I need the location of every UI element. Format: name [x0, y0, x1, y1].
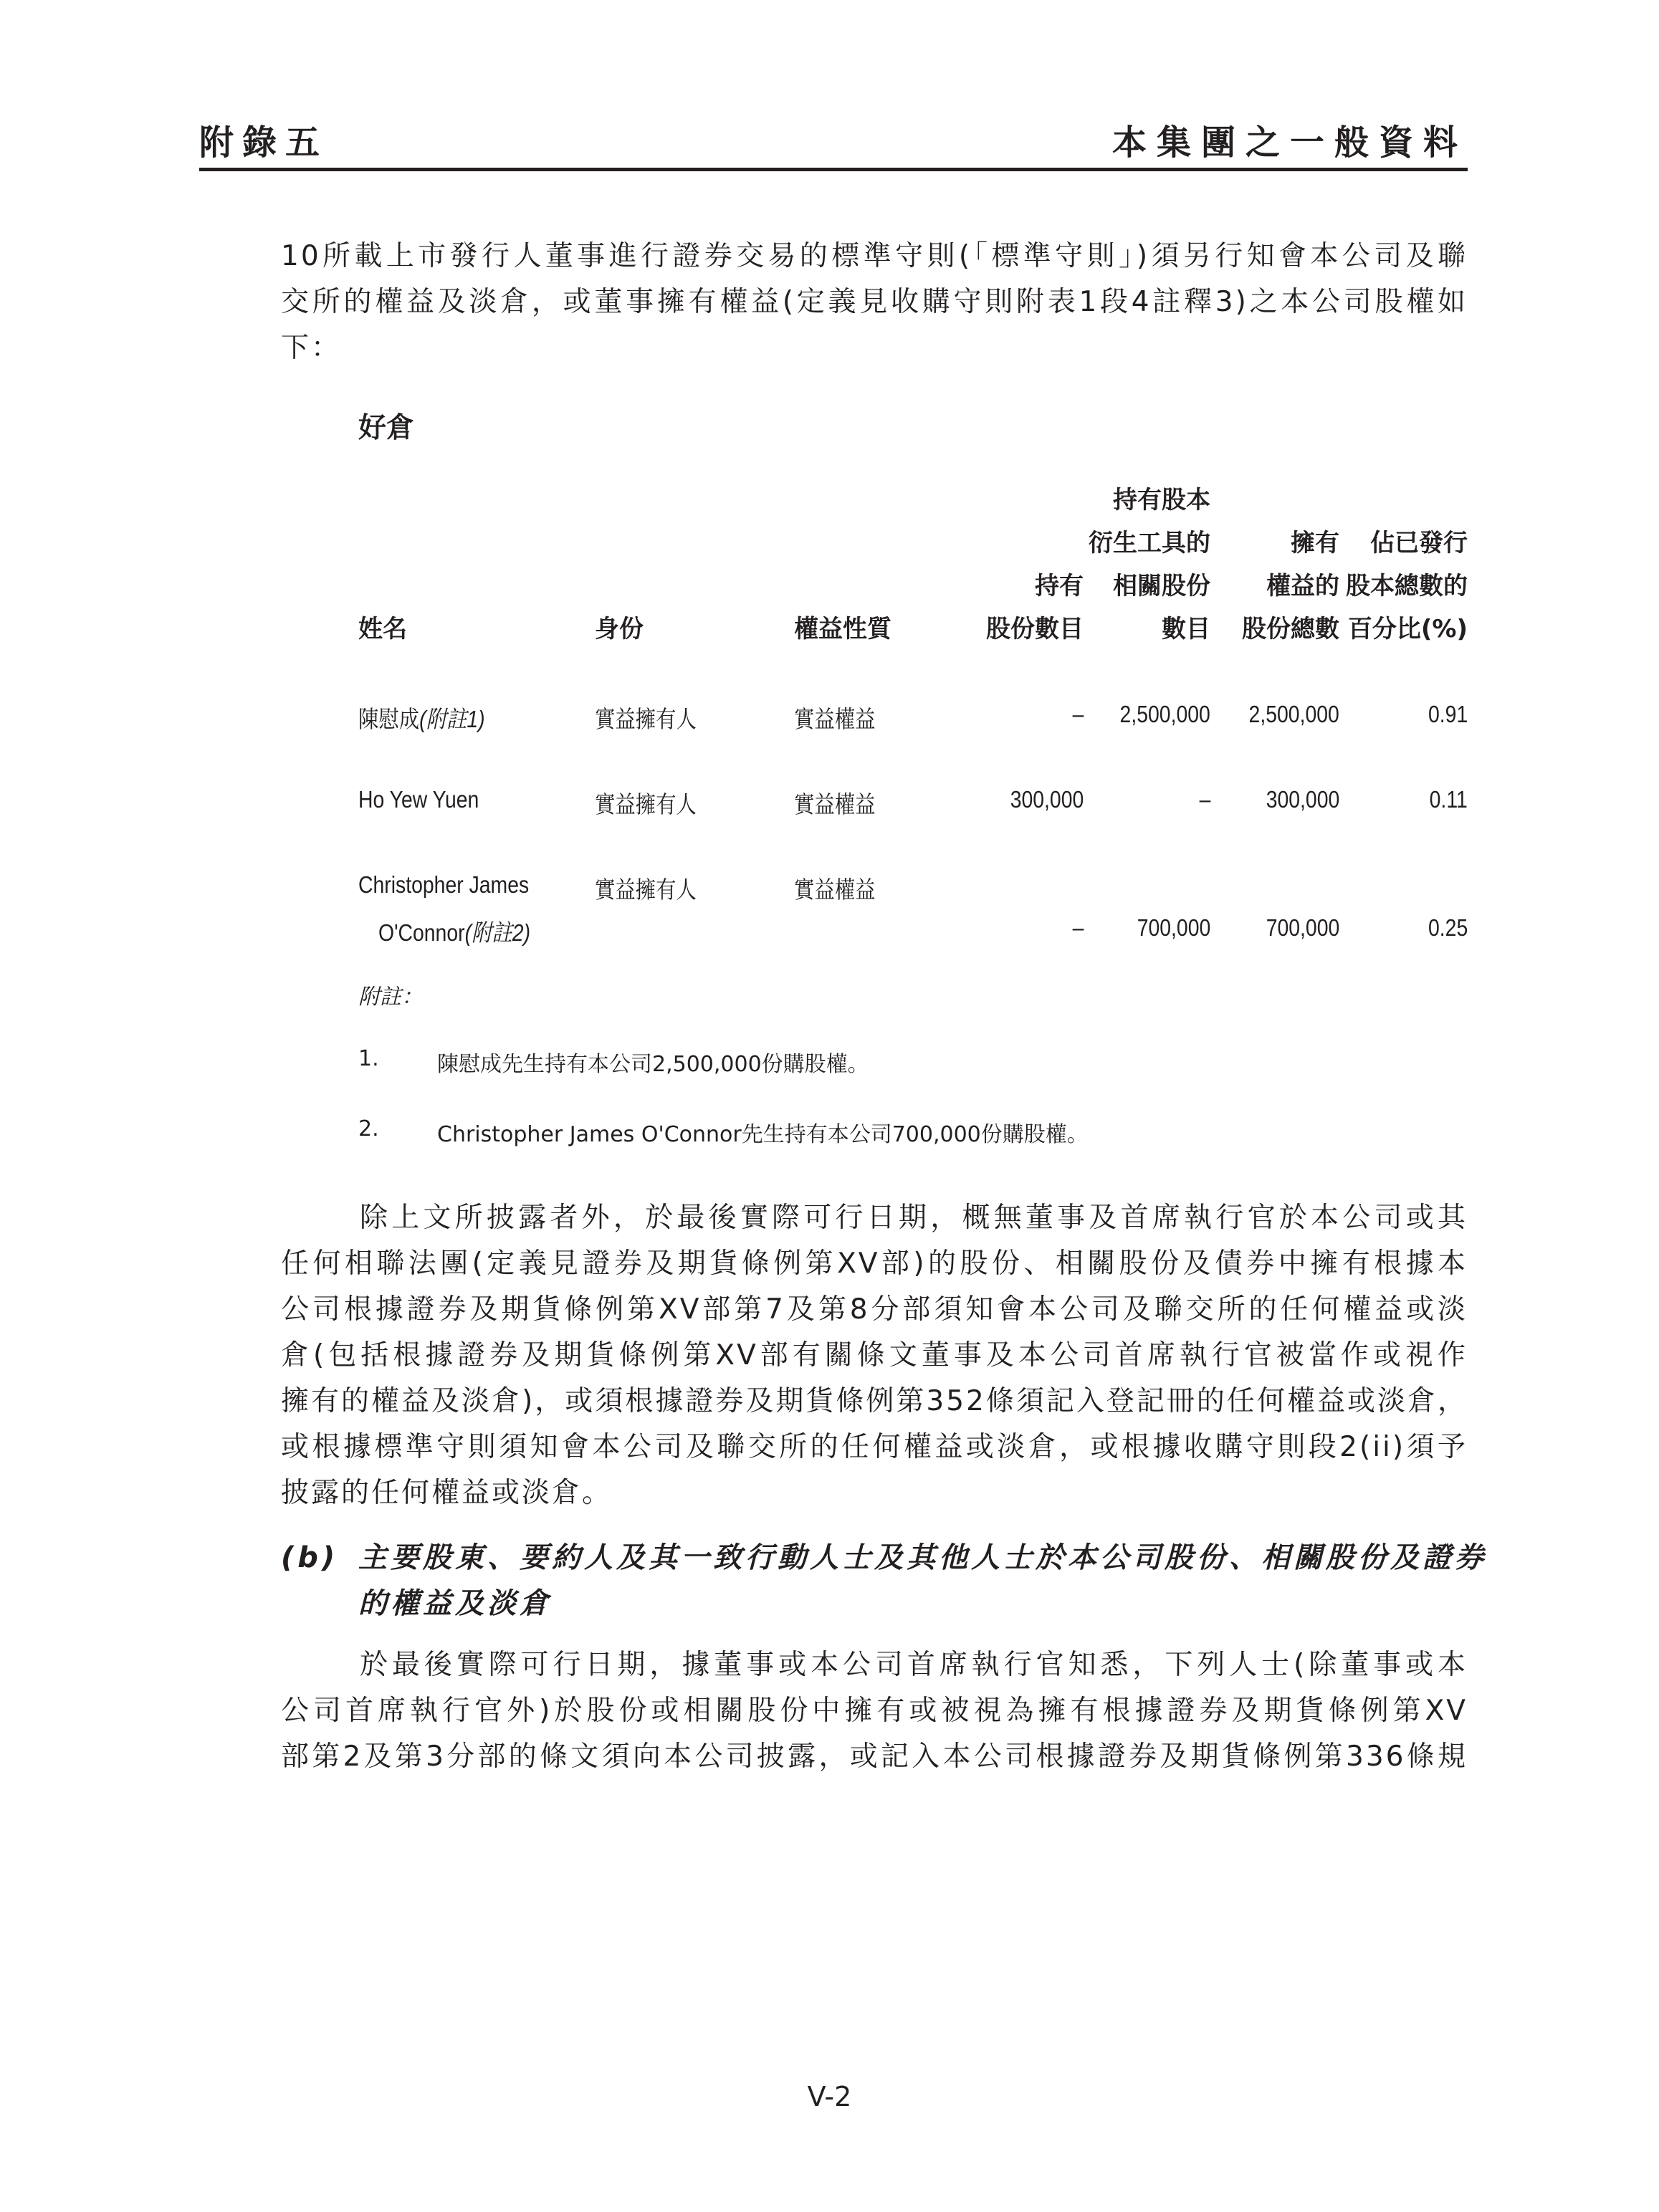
para2-line-6: 或根據標準守則須知會本公司及聯交所的任何權益或淡倉，或根據收購守則段2(ii)須予	[281, 1431, 1468, 1463]
long-position-label: 好倉	[358, 412, 415, 444]
header-capacity: 身份	[595, 615, 644, 643]
table-row-3-derivative: 700,000	[1137, 914, 1210, 941]
section-b-marker: (b)	[281, 1541, 339, 1574]
para2-line-2: 任何相聯法團(定義見證券及期貨條例第XV部)的股份、相關股份及債券中擁有根據本	[281, 1248, 1468, 1280]
page-number: V-2	[807, 2081, 852, 2112]
para2-line-4: 倉(包括根據證券及期貨條例第XV部有關條文董事及本公司首席執行官被當作或視作	[281, 1339, 1468, 1371]
table-row-1-total: 2,500,000	[1248, 701, 1339, 727]
section-b-title: 主要股東、要約人及其一致行動人士及其他人士於本公司股份、相關股份及證券 的權益及淡倉	[358, 1541, 1487, 1620]
table-row-1-derivative: 2,500,000	[1119, 701, 1210, 727]
table-row-3-name-cont: O'Connor(附註2)	[378, 919, 531, 946]
para2-line-1: 除上文所披露者外，於最後實際可行日期，概無董事及首席執行官於本公司或其	[360, 1202, 1468, 1234]
table-row-2-percent: 0.11	[1429, 786, 1468, 813]
para2-line-7: 披露的任何權益或淡倉。	[281, 1477, 613, 1509]
intro-line-2: 交所的權益及淡倉，或董事擁有權益(定義見收購守則附表1段4註釋3)之本公司股權如	[281, 286, 1468, 318]
note-2-text: Christopher James O'Connor先生持有本公司700,000份購股權。	[437, 1122, 1089, 1147]
header-derivative: 持有股本 衍生工具的 相關股份 數目	[1089, 486, 1210, 643]
table-row-3-percent: 0.25	[1428, 914, 1468, 941]
header-shares: 持有 股份數目	[986, 572, 1084, 643]
chapter-title: 本集團之一般資料	[1111, 123, 1468, 163]
para2-line-5: 擁有的權益及淡倉)，或須根據證券及期貨條例第352條須記入登記冊的任何權益或淡倉，	[281, 1385, 1468, 1417]
header-percent: 佔已發行 股本總數的 百分比(%)	[1346, 529, 1468, 643]
table-row-2-nature: 實益權益	[794, 791, 876, 818]
table-row-2-capacity: 實益擁有人	[595, 791, 697, 818]
table-row-2-derivative: –	[1199, 786, 1210, 813]
para3-line-3: 部第2及第3分部的條文須向本公司披露，或記入本公司根據證券及期貨條例第336條規	[281, 1741, 1468, 1773]
header-total: 擁有 權益的 股份總數	[1242, 529, 1339, 643]
table-row-1-percent: 0.91	[1428, 701, 1468, 727]
table-row-2-total: 300,000	[1266, 786, 1339, 813]
table-row-2-shares: 300,000	[1010, 786, 1084, 813]
appendix-label: 附錄五	[199, 123, 329, 163]
header-nature: 權益性質	[794, 615, 891, 643]
table-row-3-shares: –	[1072, 914, 1084, 941]
para2-line-3: 公司根據證券及期貨條例第XV部第7及第8分部須知會本公司及聯交所的任何權益或淡	[281, 1293, 1468, 1326]
substantial-shareholders-paragraph	[281, 1642, 1468, 1780]
table-row-3-name: Christopher James	[358, 871, 530, 898]
para3-line-2: 公司首席執行官外)於股份或相關股份中擁有或被視為擁有根據證券及期貨條例第XV	[281, 1695, 1468, 1727]
table-row-2-name: Ho Yew Yuen	[358, 786, 479, 813]
header-name: 姓名	[358, 615, 407, 643]
table-row-1-shares: –	[1072, 701, 1084, 727]
note-1-text: 陳慰成先生持有本公司2,500,000份購股權。	[437, 1052, 869, 1077]
table-row-3-nature: 實益權益	[794, 876, 876, 903]
intro-line-1: 10所載上市發行人董事進行證券交易的標準守則(「標準守則」)須另行知會本公司及聯	[281, 240, 1468, 272]
header-rule	[199, 168, 1468, 171]
table-row-3-total: 700,000	[1266, 914, 1339, 941]
table-row-1-name: 陳慰成(附註1)	[358, 706, 485, 732]
table-row-3-capacity: 實益擁有人	[595, 876, 697, 903]
notes-label: 附註：	[358, 985, 423, 1010]
note-2-number: 2.	[358, 1116, 379, 1141]
intro-line-3: 下：	[281, 332, 342, 364]
intro-paragraph	[281, 234, 1468, 371]
table-row-1-nature: 實益權益	[794, 706, 876, 732]
disclosure-paragraph	[281, 1195, 1468, 1516]
para3-line-1: 於最後實際可行日期，據董事或本公司首席執行官知悉，下列人士(除董事或本	[360, 1649, 1468, 1681]
table-row-1-capacity: 實益擁有人	[595, 706, 697, 732]
note-1-number: 1.	[358, 1046, 379, 1071]
